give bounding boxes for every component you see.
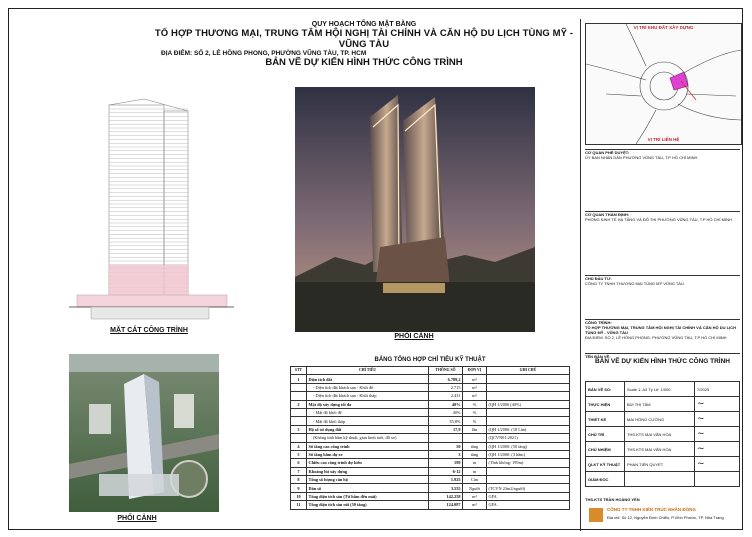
td-unit: m² <box>463 492 487 500</box>
signature-cell <box>695 472 740 487</box>
sheet-name <box>585 353 740 376</box>
td-stt <box>291 392 307 400</box>
signature-cell <box>695 397 740 412</box>
table-row <box>291 417 570 425</box>
td-name: Số tầng hầm dự xe <box>307 450 429 458</box>
td-name: - Diện tích đất khách sạn - Khối tháp <box>307 392 429 400</box>
signature-person <box>625 472 695 487</box>
td-name: (Không tính hầm kỹ thuật, gian kinh tuồi, đỗ xe) <box>307 434 429 442</box>
signature-cell <box>695 442 740 457</box>
td-unit: m <box>463 459 487 467</box>
table-row <box>291 383 570 391</box>
perspective-render-night <box>295 87 535 332</box>
caption-section: MẶT CẮT CÔNG TRÌNH <box>110 327 188 334</box>
table-row <box>291 434 570 442</box>
signature-role: THỰC HIỆN <box>586 397 625 412</box>
signature-table <box>585 381 740 487</box>
table-row <box>291 392 570 400</box>
map-top-label: VỊ TRÍ KHU ĐẤT XÂY DỰNG <box>633 25 694 30</box>
signature-role: BẢN VẼ SỐ: <box>586 382 625 397</box>
td-note: (QH 1/2000: (3 hầm) <box>487 450 570 458</box>
handwritten-signature: ~ <box>697 428 705 439</box>
td-value: 2.431 <box>429 392 463 400</box>
td-note <box>487 476 570 484</box>
signature-row <box>586 382 740 397</box>
investor-label: CHỦ ĐẦU TƯ: <box>585 276 612 281</box>
td-stt <box>291 417 307 425</box>
signature-person: THS.KTS MAI VĂN HÒA <box>625 442 695 457</box>
td-name: Tổng diện tích sàn (Từ hầm đến mái) <box>307 492 429 500</box>
td-stt <box>291 408 307 416</box>
td-value: 199 <box>429 459 463 467</box>
td-value: 1.925 <box>429 476 463 484</box>
table-row <box>291 484 570 492</box>
signature-cell <box>695 412 740 427</box>
table-row <box>291 400 570 408</box>
th-stt: STT <box>291 367 307 375</box>
td-name: Chiều cao công trình dự kiến <box>307 459 429 467</box>
table-row <box>291 501 570 509</box>
td-stt: 5 <box>291 450 307 458</box>
signature-person: BÙI THỊ TÂM <box>625 397 695 412</box>
signature-person: PHAN TIẾN QUYẾT <box>625 457 695 472</box>
signature-cell <box>695 457 740 472</box>
indicators-table <box>290 366 570 510</box>
td-unit <box>463 434 487 442</box>
signature-row <box>586 397 740 412</box>
td-value: 3 <box>429 450 463 458</box>
td-name: Mật độ xây dựng tối đa <box>307 400 429 408</box>
company-address: Địa chỉ: Số 12, Nguyễn Đình Chiểu, P.Vĩnh Phước, TP. Nha Trang <box>607 515 724 520</box>
approval-value: ỦY BAN NHÂN DÂN PHƯỜNG VŨNG TÀU, T.P HỒ CHÍ MINH <box>585 155 698 160</box>
td-note: (QH 1/2000 (40%) <box>487 400 570 408</box>
td-note <box>487 467 570 475</box>
td-name: Khoảng lùi xây dựng <box>307 467 429 475</box>
project-label: CÔNG TRÌNH: <box>585 320 612 325</box>
table-row <box>291 375 570 383</box>
td-value: 6.789,2 <box>429 375 463 383</box>
td-stt: 4 <box>291 442 307 450</box>
td-note: (QCVN01:2021) <box>487 434 570 442</box>
technical-indicators-table <box>290 357 570 510</box>
th-unit: ĐƠN VỊ <box>463 367 487 375</box>
td-unit: Căn <box>463 476 487 484</box>
project-value: TỔ HỢP THƯƠNG MẠI, TRUNG TÂM HỘI NGHỊ TÀI CHÍNH VÀ CĂN HỘ DU LỊCH TÙNG MỸ - VŨNG TÀU <box>585 325 736 335</box>
td-stt: 8 <box>291 476 307 484</box>
signature-row <box>586 442 740 457</box>
footer-name-text: THS.KTS TRẦN HOÀNG YẾN <box>585 497 640 502</box>
investor <box>585 275 740 304</box>
td-value: 124.087 <box>429 501 463 509</box>
company-logo-block <box>587 505 741 527</box>
signature-row <box>586 427 740 442</box>
td-unit: m <box>463 467 487 475</box>
td-unit: tầng <box>463 450 487 458</box>
signature-person: THS.KTS MAI VĂN HÒA <box>625 427 695 442</box>
td-note: (TCVN 23m2/người) <box>487 484 570 492</box>
table-header-row <box>291 367 570 375</box>
sheet-name-value: BẢN VẼ DỰ KIẾN HÌNH THỨC CÔNG TRÌNH <box>594 358 730 365</box>
td-note <box>487 383 570 391</box>
company-name: CÔNG TY TNHH KIẾN TRÚC NHÂN ĐỒNG <box>607 507 696 512</box>
td-value: 50 <box>429 442 463 450</box>
approval-agency <box>585 149 740 176</box>
td-value: 40% <box>429 400 463 408</box>
td-note <box>487 375 570 383</box>
td-note: (QH 1/2000: (50 tầng) <box>487 442 570 450</box>
signature-role: CHỦ NHIỆM <box>586 442 625 457</box>
td-name: Diện tích đất <box>307 375 429 383</box>
signature-role: QLKT KỸ THUẬT <box>586 457 625 472</box>
investor-value: CÔNG TY TNHH THƯƠNG MẠI TÙNG MỸ VŨNG TÀU <box>585 281 684 286</box>
td-stt <box>291 383 307 391</box>
location-map <box>585 23 742 145</box>
caption-perspective-1: PHỐI CẢNH <box>394 333 434 340</box>
td-value: 2.715 <box>429 383 463 391</box>
td-name: Tổng diện tích sàn nổi (50 tầng) <box>307 501 429 509</box>
td-value: 40% <box>429 408 463 416</box>
td-stt: 1 <box>291 375 307 383</box>
signature-row <box>586 412 740 427</box>
td-unit: m² <box>463 383 487 391</box>
company-logo-icon <box>589 508 603 522</box>
table-row <box>291 459 570 467</box>
table-title: BẢNG TỔNG HỢP CHỈ TIÊU KỸ THUẬT <box>374 357 486 363</box>
td-stt: 9 <box>291 484 307 492</box>
signature-role: CHỦ TRÌ <box>586 427 625 442</box>
td-name: Số tầng cao công trình <box>307 442 429 450</box>
td-value: 3.555 <box>429 484 463 492</box>
table-row <box>291 492 570 500</box>
th-note: GHI CHÚ <box>487 367 570 375</box>
signature-person: Scale 1: A3 Tỷ Lệ: 1/000 <box>625 382 695 397</box>
td-note <box>487 408 570 416</box>
header-sheet-title: BẢN VẼ DỰ KIẾN HÌNH THỨC CÔNG TRÌNH <box>265 57 463 68</box>
footer-name <box>585 497 740 502</box>
td-unit: m² <box>463 375 487 383</box>
td-name: Hệ số sử dụng đất <box>307 425 429 433</box>
caption-perspective-2: PHỐI CẢNH <box>117 515 157 522</box>
td-unit: Người <box>463 484 487 492</box>
signature-cell <box>695 427 740 442</box>
td-stt: 3 <box>291 425 307 433</box>
td-stt <box>291 434 307 442</box>
td-name: Tổng số lượng căn hộ <box>307 476 429 484</box>
td-stt: 2 <box>291 400 307 408</box>
table-row <box>291 450 570 458</box>
td-stt: 11 <box>291 501 307 509</box>
td-note: (Tĩnh không: 199m) <box>487 459 570 467</box>
signature-role: THIẾT KẾ <box>586 412 625 427</box>
table-row <box>291 467 570 475</box>
td-unit: tầng <box>463 442 487 450</box>
td-unit: lần <box>463 425 487 433</box>
td-unit: % <box>463 400 487 408</box>
header-project-title: TỔ HỢP THƯƠNG MẠI, TRUNG TÂM HỘI NGHỊ TÀI CHÍNH VÀ CĂN HỘ DU LỊCH TÙNG MỸ - VŨNG TÀU <box>154 28 574 50</box>
td-stt: 7 <box>291 467 307 475</box>
td-value: 142.258 <box>429 492 463 500</box>
td-note <box>487 392 570 400</box>
approval-label: CƠ QUAN PHÊ DUYỆT: <box>585 150 630 155</box>
td-unit: m² <box>463 392 487 400</box>
project-info <box>585 319 740 354</box>
perspective-render-aerial <box>69 354 219 512</box>
title-block <box>580 19 745 531</box>
signature-role: GIÁM ĐỐC <box>586 472 625 487</box>
table-row <box>291 425 570 433</box>
td-note: (QH 1/2000: (18 Lần) <box>487 425 570 433</box>
location-map-drawing <box>586 24 741 144</box>
th-name: CHỈ TIÊU <box>307 367 429 375</box>
td-note <box>487 417 570 425</box>
signature-person: MAI HỒNG CƯỜNG <box>625 412 695 427</box>
td-value <box>429 434 463 442</box>
appraisal-agency <box>585 211 740 248</box>
table-row <box>291 408 570 416</box>
project-address: ĐỊA ĐIỂM: SỐ 2, LÊ HỒNG PHONG, PHƯỜNG VŨNG TÀU, T.P HỒ CHÍ MINH <box>585 335 727 340</box>
th-value: THÔNG SỐ <box>429 367 463 375</box>
td-name: Dân số <box>307 484 429 492</box>
signature-row <box>586 457 740 472</box>
td-unit: % <box>463 408 487 416</box>
td-note: GFA <box>487 501 570 509</box>
signature-cell: 7/2025 <box>695 382 740 397</box>
drawing-header <box>149 21 579 68</box>
td-name: - Diện tích đất khách sạn - Khối đế <box>307 383 429 391</box>
header-line1: QUY HOẠCH TỔNG MẶT BẰNG <box>311 21 417 28</box>
table-row <box>291 476 570 484</box>
appraisal-label: CƠ QUAN THẨM ĐỊNH: <box>585 212 630 217</box>
handwritten-signature: ~ <box>697 458 705 469</box>
appraisal-value: PHÒNG KINH TẾ HẠ TẦNG VÀ ĐÔ THỊ PHƯỜNG VŨNG TÀU, T.P HỒ CHÍ MINH <box>585 217 732 222</box>
td-value: 6-12 <box>429 467 463 475</box>
td-name: - Mật độ khối tháp <box>307 417 429 425</box>
td-unit: m² <box>463 501 487 509</box>
signature-row <box>586 472 740 487</box>
td-note: GFA <box>487 492 570 500</box>
building-section-drawing <box>69 97 234 322</box>
td-unit: % <box>463 417 487 425</box>
td-value: 35,8% <box>429 417 463 425</box>
map-bottom-label: VỊ TRÍ LIÊN HỆ <box>647 137 680 142</box>
sheet-name-label: TÊN BẢN VẼ: <box>585 354 611 359</box>
handwritten-signature: ~ <box>697 443 705 454</box>
td-name: - Mật độ khối đế <box>307 408 429 416</box>
td-stt: 10 <box>291 492 307 500</box>
drawing-sheet <box>8 8 743 530</box>
header-address: ĐỊA ĐIỂM: SỐ 2, LÊ HỒNG PHONG, PHƯỜNG VŨNG TÀU, TP. HCM <box>161 50 367 57</box>
table-row <box>291 442 570 450</box>
handwritten-signature: ~ <box>697 413 705 424</box>
signature-table-wrap <box>585 381 740 487</box>
td-value: 17,9 <box>429 425 463 433</box>
handwritten-signature: ~ <box>697 398 705 409</box>
td-stt: 6 <box>291 459 307 467</box>
